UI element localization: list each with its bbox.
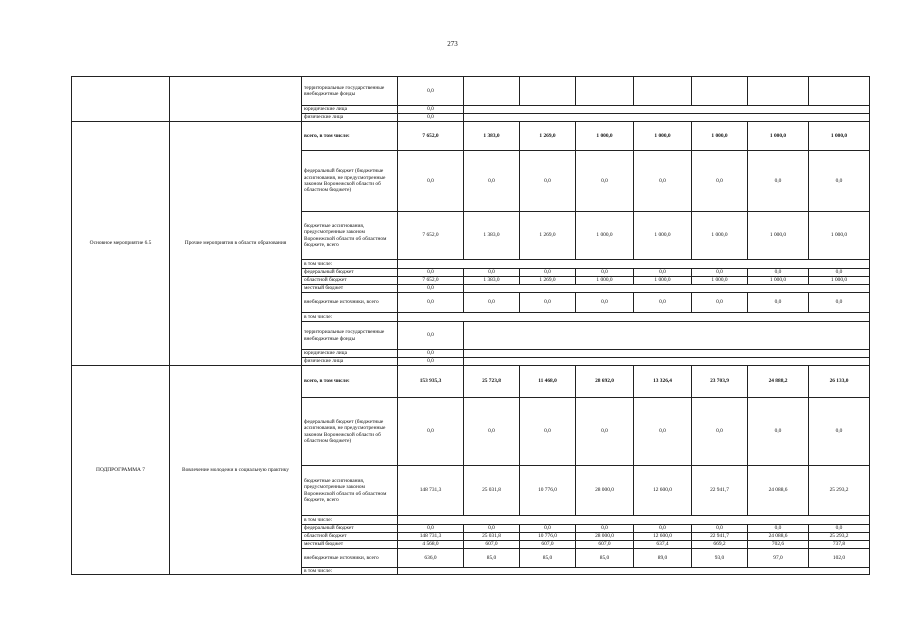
value-cell: 0,0 bbox=[398, 358, 464, 366]
value-cell: 0,0 bbox=[576, 151, 634, 212]
value-cell: 0,0 bbox=[692, 269, 748, 277]
section-code-cell: Основное мероприятие 6.5 bbox=[72, 122, 170, 366]
blank-cell bbox=[398, 516, 870, 525]
blank-cell bbox=[464, 322, 870, 350]
value-cell: 1 000,0 bbox=[576, 212, 634, 260]
value-cell: 0,0 bbox=[634, 151, 692, 212]
value-cell: 1 383,0 bbox=[464, 122, 520, 151]
value-cell: 702,6 bbox=[748, 541, 809, 549]
row-label-cell: в том числе: bbox=[302, 568, 398, 575]
value-cell: 10 776,0 bbox=[520, 466, 576, 516]
value-cell: 22 941,7 bbox=[692, 466, 748, 516]
value-cell: 0,0 bbox=[809, 525, 870, 533]
value-cell: 25 293,2 bbox=[809, 533, 870, 541]
value-cell: 0,0 bbox=[464, 269, 520, 277]
table-row bbox=[72, 77, 870, 106]
value-cell: 28 000,0 bbox=[576, 533, 634, 541]
value-cell: 0,0 bbox=[748, 525, 809, 533]
value-cell: 4 568,0 bbox=[398, 541, 464, 549]
value-cell: 7 652,0 bbox=[398, 277, 464, 285]
value-cell: 26 133,0 bbox=[809, 366, 870, 398]
value-cell: 0,0 bbox=[398, 151, 464, 212]
value-cell: 1 269,0 bbox=[520, 212, 576, 260]
row-label-cell: всего, в том числе: bbox=[302, 122, 398, 151]
value-cell: 85,0 bbox=[520, 549, 576, 568]
value-cell: 0,0 bbox=[748, 269, 809, 277]
blank-cell bbox=[464, 350, 870, 358]
value-cell: 0,0 bbox=[464, 151, 520, 212]
value-cell: 1 000,0 bbox=[692, 212, 748, 260]
value-cell bbox=[520, 77, 576, 106]
value-cell: 12 600,0 bbox=[634, 533, 692, 541]
value-cell: 1 000,0 bbox=[748, 277, 809, 285]
value-cell: 1 269,0 bbox=[520, 122, 576, 151]
blank-cell bbox=[398, 568, 870, 575]
value-cell: 0,0 bbox=[398, 293, 464, 313]
value-cell: 0,0 bbox=[634, 269, 692, 277]
section-title-cell: Прочие мероприятия в области образования bbox=[170, 122, 302, 366]
value-cell: 28 692,0 bbox=[576, 366, 634, 398]
value-cell bbox=[809, 77, 870, 106]
value-cell: 607,0 bbox=[520, 541, 576, 549]
value-cell: 1 000,0 bbox=[576, 277, 634, 285]
value-cell: 0,0 bbox=[576, 269, 634, 277]
value-cell: 10 776,0 bbox=[520, 533, 576, 541]
value-cell: 0,0 bbox=[464, 525, 520, 533]
value-cell: 0,0 bbox=[634, 293, 692, 313]
value-cell bbox=[692, 77, 748, 106]
value-cell: 0,0 bbox=[576, 293, 634, 313]
row-label-cell: федеральный бюджет bbox=[302, 269, 398, 277]
row-label-cell: физические лица bbox=[302, 358, 398, 366]
value-cell: 0,0 bbox=[576, 398, 634, 466]
value-cell: 0,0 bbox=[692, 525, 748, 533]
value-cell: 0,0 bbox=[748, 398, 809, 466]
value-cell: 148 731,3 bbox=[398, 466, 464, 516]
row-label-cell: областной бюджет bbox=[302, 533, 398, 541]
value-cell: 0,0 bbox=[398, 398, 464, 466]
blank-cell bbox=[464, 285, 870, 293]
value-cell: 0,0 bbox=[634, 525, 692, 533]
row-label-cell: федеральный бюджет (бюджетные ассигнования, не предусмотренные законом Воронежской области об областном бюджете) bbox=[302, 398, 398, 466]
value-cell: 0,0 bbox=[520, 269, 576, 277]
value-cell: 1 000,0 bbox=[809, 212, 870, 260]
table-row bbox=[72, 366, 870, 398]
value-cell: 0,0 bbox=[809, 398, 870, 466]
value-cell: 1 383,0 bbox=[464, 212, 520, 260]
blank-cell bbox=[398, 313, 870, 322]
value-cell: 1 000,0 bbox=[809, 122, 870, 151]
value-cell: 85,0 bbox=[464, 549, 520, 568]
value-cell: 1 000,0 bbox=[634, 212, 692, 260]
continuation-cell bbox=[72, 77, 170, 122]
value-cell: 1 383,0 bbox=[464, 277, 520, 285]
value-cell: 1 000,0 bbox=[809, 277, 870, 285]
value-cell: 7 652,0 bbox=[398, 122, 464, 151]
value-cell: 23 703,9 bbox=[692, 366, 748, 398]
row-label-cell: бюджетные ассигнования, предусмотренные законом Воронежской области об областном бюджете, всего bbox=[302, 212, 398, 260]
value-cell: 148 731,3 bbox=[398, 533, 464, 541]
value-cell: 25 031,8 bbox=[464, 466, 520, 516]
value-cell: 0,0 bbox=[398, 285, 464, 293]
row-label-cell: федеральный бюджет bbox=[302, 525, 398, 533]
value-cell: 0,0 bbox=[748, 293, 809, 313]
section-title-cell: Вовлечение молодежи в социальную практику bbox=[170, 366, 302, 575]
row-label-cell: юридические лица bbox=[302, 350, 398, 358]
continuation-cell bbox=[170, 77, 302, 122]
row-label-cell: внебюджетные источники, всего bbox=[302, 293, 398, 313]
value-cell: 1 000,0 bbox=[692, 277, 748, 285]
blank-cell bbox=[464, 106, 870, 114]
value-cell: 0,0 bbox=[692, 293, 748, 313]
row-label-cell: бюджетные ассигнования, предусмотренные законом Воронежской области об областном бюджете, всего bbox=[302, 466, 398, 516]
value-cell: 13 326,4 bbox=[634, 366, 692, 398]
value-cell: 11 468,0 bbox=[520, 366, 576, 398]
value-cell: 0,0 bbox=[520, 293, 576, 313]
value-cell: 0,0 bbox=[464, 293, 520, 313]
value-cell: 637,4 bbox=[634, 541, 692, 549]
value-cell: 24 088,6 bbox=[748, 533, 809, 541]
row-label-cell: в том числе: bbox=[302, 260, 398, 269]
row-label-cell: физические лица bbox=[302, 114, 398, 122]
row-label-cell: юридические лица bbox=[302, 106, 398, 114]
section-code-cell: ПОДПРОГРАММА 7 bbox=[72, 366, 170, 575]
value-cell: 22 941,7 bbox=[692, 533, 748, 541]
value-cell: 0,0 bbox=[809, 269, 870, 277]
value-cell: 93,0 bbox=[692, 549, 748, 568]
value-cell: 0,0 bbox=[692, 398, 748, 466]
value-cell: 0,0 bbox=[464, 398, 520, 466]
value-cell: 1 269,0 bbox=[520, 277, 576, 285]
row-label-cell: областной бюджет bbox=[302, 277, 398, 285]
value-cell: 25 293,2 bbox=[809, 466, 870, 516]
value-cell: 669,2 bbox=[692, 541, 748, 549]
value-cell: 0,0 bbox=[398, 114, 464, 122]
value-cell bbox=[464, 77, 520, 106]
row-label-cell: всего, в том числе: bbox=[302, 366, 398, 398]
value-cell bbox=[576, 77, 634, 106]
row-label-cell: территориальные государственные внебюджетные фонды bbox=[302, 77, 398, 106]
value-cell: 607,0 bbox=[464, 541, 520, 549]
value-cell: 89,0 bbox=[634, 549, 692, 568]
value-cell: 0,0 bbox=[398, 269, 464, 277]
row-label-cell: местный бюджет bbox=[302, 285, 398, 293]
row-label-cell: в том числе: bbox=[302, 313, 398, 322]
value-cell bbox=[634, 77, 692, 106]
value-cell: 0,0 bbox=[398, 77, 464, 106]
value-cell: 607,0 bbox=[576, 541, 634, 549]
value-cell: 1 000,0 bbox=[748, 212, 809, 260]
value-cell: 0,0 bbox=[520, 525, 576, 533]
value-cell: 24 888,2 bbox=[748, 366, 809, 398]
value-cell: 0,0 bbox=[634, 398, 692, 466]
value-cell: 0,0 bbox=[398, 350, 464, 358]
value-cell: 0,0 bbox=[748, 151, 809, 212]
value-cell: 7 652,0 bbox=[398, 212, 464, 260]
value-cell: 1 000,0 bbox=[634, 277, 692, 285]
value-cell: 0,0 bbox=[398, 322, 464, 350]
budget-table bbox=[71, 76, 870, 575]
blank-cell bbox=[464, 358, 870, 366]
value-cell: 1 000,0 bbox=[634, 122, 692, 151]
value-cell: 0,0 bbox=[520, 398, 576, 466]
value-cell: 0,0 bbox=[576, 525, 634, 533]
row-label-cell: местный бюджет bbox=[302, 541, 398, 549]
value-cell bbox=[748, 77, 809, 106]
row-label-cell: федеральный бюджет (бюджетные ассигнования, не предусмотренные законом Воронежской области об областном бюджете) bbox=[302, 151, 398, 212]
value-cell: 1 000,0 bbox=[748, 122, 809, 151]
table-row bbox=[72, 122, 870, 151]
value-cell: 12 600,0 bbox=[634, 466, 692, 516]
value-cell: 0,0 bbox=[520, 151, 576, 212]
value-cell: 25 031,8 bbox=[464, 533, 520, 541]
value-cell: 85,0 bbox=[576, 549, 634, 568]
blank-cell bbox=[398, 260, 870, 269]
value-cell: 0,0 bbox=[692, 151, 748, 212]
value-cell: 0,0 bbox=[809, 293, 870, 313]
value-cell: 102,0 bbox=[809, 549, 870, 568]
value-cell: 0,0 bbox=[809, 151, 870, 212]
value-cell: 1 000,0 bbox=[576, 122, 634, 151]
row-label-cell: территориальные государственные внебюджетные фонды bbox=[302, 322, 398, 350]
value-cell: 97,0 bbox=[748, 549, 809, 568]
value-cell: 24 088,6 bbox=[748, 466, 809, 516]
value-cell: 737,8 bbox=[809, 541, 870, 549]
page-number: 273 bbox=[447, 40, 458, 48]
value-cell: 1 000,0 bbox=[692, 122, 748, 151]
value-cell: 153 935,3 bbox=[398, 366, 464, 398]
value-cell: 25 723,8 bbox=[464, 366, 520, 398]
value-cell: 0,0 bbox=[398, 525, 464, 533]
value-cell: 28 000,0 bbox=[576, 466, 634, 516]
value-cell: 0,0 bbox=[398, 106, 464, 114]
row-label-cell: в том числе: bbox=[302, 516, 398, 525]
blank-cell bbox=[464, 114, 870, 122]
value-cell: 636,0 bbox=[398, 549, 464, 568]
row-label-cell: внебюджетные источники, всего bbox=[302, 549, 398, 568]
